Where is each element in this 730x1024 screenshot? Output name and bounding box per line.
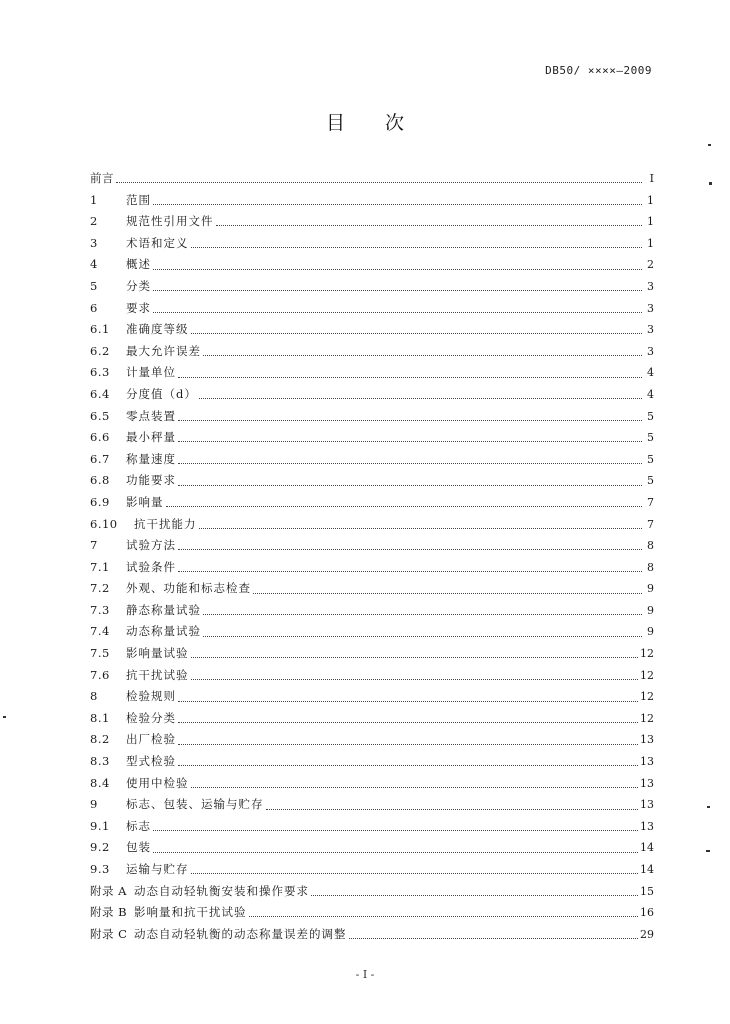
toc-leader-dots — [191, 787, 639, 788]
toc-entry-label: 标志 — [126, 818, 151, 833]
toc-entry-number: 3 — [90, 235, 98, 250]
toc-entry-label: 零点装置 — [126, 408, 176, 423]
toc-entry[interactable] — [90, 859, 654, 881]
toc-entry[interactable] — [90, 492, 654, 514]
toc-entry-page: 9 — [647, 625, 654, 639]
toc-entry-page: 12 — [640, 668, 654, 682]
toc-entry-number: 6.7 — [90, 451, 110, 466]
toc-leader-dots — [178, 571, 642, 572]
toc-leader-dots — [191, 657, 639, 658]
toc-leader-dots — [153, 830, 638, 831]
toc-entry-number: 9.3 — [90, 862, 110, 876]
toc-leader-dots — [191, 873, 639, 874]
toc-leader-dots — [116, 182, 642, 183]
toc-entry-page: 13 — [640, 798, 654, 812]
toc-entry[interactable] — [90, 837, 654, 859]
toc-leader-dots — [153, 852, 638, 853]
toc-entry-page: 13 — [640, 776, 654, 790]
toc-entry-label: 出厂检验 — [126, 732, 176, 747]
toc-entry-label: 动态自动轻轨衡的动态称量误差的调整 — [134, 926, 347, 941]
toc-entry[interactable] — [90, 470, 654, 492]
toc-entry[interactable] — [90, 535, 654, 557]
toc-entry-page: 7 — [647, 517, 654, 531]
toc-entry-label: 抗干扰能力 — [134, 516, 197, 531]
toc-entry[interactable] — [90, 319, 654, 341]
toc-entry-label: 抗干扰试验 — [126, 667, 189, 682]
toc-entry[interactable] — [90, 449, 654, 471]
toc-entry-number: 6 — [90, 300, 98, 315]
toc-leader-dots — [178, 463, 642, 464]
toc-entry-label: 最大允许误差 — [126, 343, 201, 358]
toc-leader-dots — [178, 420, 642, 421]
toc-entry-number: 4 — [90, 257, 98, 272]
toc-entry-label: 影响量试验 — [126, 646, 189, 661]
toc-entry[interactable] — [90, 427, 654, 449]
toc-leader-dots — [249, 916, 639, 917]
toc-entry-label: 检验规则 — [126, 689, 176, 704]
toc-leader-dots — [153, 312, 642, 313]
toc-entry-number: 7.6 — [90, 667, 110, 682]
toc-leader-dots — [253, 593, 642, 594]
toc-entry-label: 影响量 — [126, 494, 164, 509]
toc-entry-page: 14 — [640, 863, 654, 876]
toc-entry-page: 5 — [647, 409, 654, 423]
toc-entry-number: 9.1 — [90, 818, 110, 833]
page-number: - I - — [355, 968, 375, 981]
toc-entry[interactable] — [90, 190, 654, 212]
toc-entry-number: 附录 C — [90, 926, 128, 941]
toc-entry-number: 8 — [90, 689, 98, 704]
toc-entry-page: 1 — [647, 193, 654, 207]
toc-entry-label: 标志、包装、运输与贮存 — [126, 797, 264, 812]
toc-entry-number: 8.2 — [90, 732, 110, 747]
toc-entry[interactable] — [90, 168, 654, 190]
toc-entry[interactable] — [90, 233, 654, 255]
toc-entry[interactable] — [90, 902, 654, 924]
toc-leader-dots — [178, 377, 642, 378]
toc-entry[interactable] — [90, 643, 654, 665]
toc-entry-page: 12 — [640, 690, 654, 704]
toc-entry-page: 12 — [640, 711, 654, 725]
toc-entry[interactable] — [90, 406, 654, 428]
toc-entry[interactable] — [90, 362, 654, 384]
toc-entry[interactable] — [90, 924, 654, 946]
scan-speck — [709, 182, 712, 185]
document-code: DB50/ ××××—2009 — [545, 64, 652, 77]
toc-entry-label: 范围 — [126, 192, 151, 207]
toc-leader-dots — [178, 722, 638, 723]
toc-entry-number: 6.1 — [90, 322, 110, 337]
toc-entry[interactable] — [90, 708, 654, 730]
scan-speck — [707, 806, 710, 808]
toc-entry-page: 3 — [647, 279, 654, 293]
scan-speck — [3, 716, 6, 718]
toc-leader-dots — [311, 895, 638, 896]
toc-entry-page: 7 — [647, 495, 654, 509]
toc-entry-page: 15 — [640, 884, 654, 898]
toc-entry-label: 分度值（d） — [126, 386, 197, 401]
toc-entry-number: 2 — [90, 214, 98, 229]
toc-entry-number: 前言 — [90, 171, 114, 185]
toc-entry-page: I — [649, 172, 654, 185]
toc-entry[interactable] — [90, 881, 654, 903]
toc-entry-number: 6.10 — [90, 516, 118, 531]
toc-entry-label: 准确度等级 — [126, 322, 189, 337]
toc-entry-label: 检验分类 — [126, 710, 176, 725]
toc-entry-number: 6.4 — [90, 386, 110, 401]
toc-entry-label: 型式检验 — [126, 754, 176, 769]
page-title — [0, 108, 730, 135]
toc-entry-number: 6.5 — [90, 408, 110, 423]
toc-leader-dots — [199, 398, 642, 399]
toc-entry-page: 5 — [647, 431, 654, 445]
toc-entry-number: 6.6 — [90, 430, 110, 445]
toc-entry[interactable] — [90, 794, 654, 816]
toc-entry-number: 7 — [90, 538, 98, 553]
toc-entry[interactable] — [90, 557, 654, 579]
title-char-1: 目 — [325, 112, 345, 134]
toc-entry[interactable] — [90, 211, 654, 233]
toc-entry-number: 7.1 — [90, 559, 110, 574]
toc-entry-label: 规范性引用文件 — [126, 214, 214, 229]
toc-entry-label: 包装 — [126, 840, 151, 855]
toc-entry-number: 6.2 — [90, 343, 110, 358]
toc-entry-page: 12 — [640, 647, 654, 661]
toc-entry-label: 功能要求 — [126, 473, 176, 488]
toc-entry-label: 使用中检验 — [126, 775, 189, 790]
toc-leader-dots — [178, 701, 638, 702]
toc-entry-label: 术语和定义 — [126, 235, 189, 250]
toc-entry-label: 静态称量试验 — [126, 602, 201, 617]
toc-leader-dots — [191, 247, 643, 248]
toc-entry-label: 要求 — [126, 300, 151, 315]
toc-entry-label: 动态称量试验 — [126, 624, 201, 639]
toc-leader-dots — [178, 441, 642, 442]
toc-leader-dots — [153, 290, 642, 291]
toc-leader-dots — [178, 549, 642, 550]
toc-entry-number: 8.3 — [90, 754, 110, 769]
toc-entry-label: 分类 — [126, 278, 151, 293]
toc-entry[interactable] — [90, 665, 654, 687]
toc-entry-number: 7.5 — [90, 646, 110, 661]
toc-entry-label: 影响量和抗干扰试验 — [134, 905, 247, 920]
toc-leader-dots — [203, 355, 642, 356]
toc-entry-page: 8 — [647, 560, 654, 574]
toc-entry-number: 9.2 — [90, 840, 110, 855]
toc-entry-number: 5 — [90, 278, 98, 293]
toc-entry[interactable] — [90, 751, 654, 773]
toc-entry-number: 1 — [90, 192, 98, 207]
toc-entry[interactable] — [90, 298, 654, 320]
toc-leader-dots — [349, 938, 639, 939]
toc-leader-dots — [153, 269, 642, 270]
toc-leader-dots — [203, 614, 642, 615]
toc-entry[interactable] — [90, 276, 654, 298]
toc-entry[interactable] — [90, 621, 654, 643]
toc-entry-label: 外观、功能和标志检查 — [126, 581, 251, 596]
toc-entry-page: 8 — [647, 539, 654, 553]
toc-entry-label: 最小秤量 — [126, 430, 176, 445]
toc-leader-dots — [178, 744, 638, 745]
toc-entry-number: 9 — [90, 797, 98, 812]
toc-entry-page: 13 — [640, 755, 654, 769]
toc-entry-label: 试验方法 — [126, 538, 176, 553]
title-char-2: 次 — [385, 112, 405, 134]
toc-entry-page: 4 — [647, 387, 654, 401]
toc-entry-number: 6.9 — [90, 494, 110, 509]
toc-entry-page: 13 — [640, 819, 654, 833]
toc-entry-label: 试验条件 — [126, 559, 176, 574]
toc-entry-number: 8.1 — [90, 710, 110, 725]
toc-entry[interactable] — [90, 254, 654, 276]
toc-leader-dots — [153, 204, 642, 205]
toc-entry[interactable] — [90, 384, 654, 406]
toc-entry-label: 计量单位 — [126, 365, 176, 380]
table-of-contents — [90, 168, 654, 945]
toc-leader-dots — [199, 528, 643, 529]
toc-leader-dots — [178, 485, 642, 486]
toc-entry[interactable] — [90, 578, 654, 600]
scan-speck — [708, 144, 711, 146]
toc-entry[interactable] — [90, 514, 654, 536]
toc-entry-label: 概述 — [126, 257, 151, 272]
toc-entry-page: 4 — [647, 366, 654, 380]
toc-entry[interactable] — [90, 686, 654, 708]
toc-entry-number: 6.8 — [90, 473, 110, 488]
toc-entry-page: 29 — [640, 927, 654, 941]
toc-entry-number: 6.3 — [90, 365, 110, 380]
toc-entry-page: 3 — [647, 301, 654, 315]
toc-entry[interactable] — [90, 729, 654, 751]
toc-entry-number: 7.3 — [90, 602, 110, 617]
toc-leader-dots — [166, 506, 643, 507]
toc-entry-number: 7.2 — [90, 581, 110, 596]
toc-leader-dots — [178, 765, 638, 766]
toc-entry-page: 1 — [647, 236, 654, 250]
toc-entry-label: 运输与贮存 — [126, 862, 189, 876]
toc-entry-number: 7.4 — [90, 624, 110, 639]
toc-entry[interactable] — [90, 773, 654, 795]
toc-entry-page: 16 — [640, 906, 654, 920]
toc-entry-page: 14 — [640, 841, 654, 855]
toc-leader-dots — [191, 679, 639, 680]
toc-leader-dots — [266, 809, 639, 810]
toc-entry[interactable] — [90, 341, 654, 363]
toc-entry-page: 1 — [647, 215, 654, 229]
toc-entry-page: 3 — [647, 323, 654, 337]
toc-entry-page: 5 — [647, 474, 654, 488]
toc-leader-dots — [216, 225, 643, 226]
toc-entry-page: 5 — [647, 452, 654, 466]
toc-entry-number: 附录 A — [90, 883, 127, 898]
toc-leader-dots — [203, 636, 642, 637]
scan-speck — [706, 850, 710, 852]
toc-entry-page: 3 — [647, 344, 654, 358]
toc-entry-page: 2 — [647, 258, 654, 272]
toc-entry[interactable] — [90, 816, 654, 838]
toc-entry-number: 附录 B — [90, 905, 128, 920]
toc-entry-page: 9 — [647, 582, 654, 596]
toc-entry-label: 称量速度 — [126, 451, 176, 466]
toc-entry-number: 8.4 — [90, 775, 110, 790]
toc-entry-page: 13 — [640, 733, 654, 747]
toc-entry-page: 9 — [647, 603, 654, 617]
toc-entry-label: 动态自动轻轨衡安装和操作要求 — [134, 883, 309, 898]
toc-entry[interactable] — [90, 600, 654, 622]
toc-leader-dots — [191, 333, 643, 334]
